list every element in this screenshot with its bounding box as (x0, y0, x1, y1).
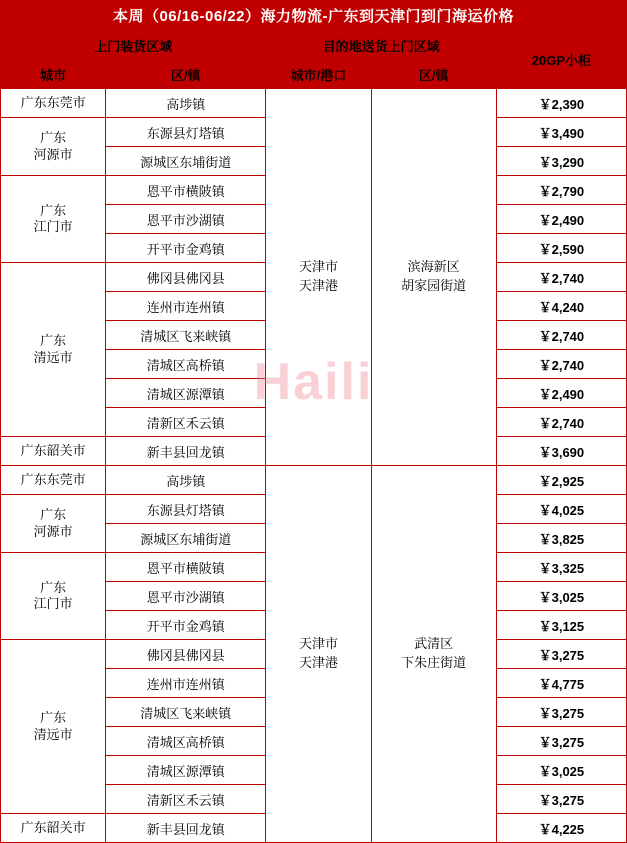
origin-city-cell (1, 495, 106, 553)
origin-town-cell: 佛冈县佛冈县 (106, 263, 266, 292)
price-cell: ￥3,275 (496, 698, 626, 727)
dest-town-line2: 胡家园街道 (401, 278, 467, 293)
origin-town-cell: 清新区禾云镇 (106, 785, 266, 814)
header-origin-city: 城市 (1, 60, 106, 89)
origin-town-cell: 源城区东埔街道 (106, 147, 266, 176)
origin-city-line2: 清远市 (33, 349, 73, 365)
price-table (0, 30, 627, 843)
price-cell: ￥2,925 (496, 466, 626, 495)
origin-town-cell: 清城区高桥镇 (106, 350, 266, 379)
origin-town-cell: 高埗镇 (106, 89, 266, 118)
origin-town-cell: 清新区禾云镇 (106, 408, 266, 437)
table-header-group-row (1, 31, 627, 60)
price-cell: ￥3,275 (496, 785, 626, 814)
origin-town-cell: 连州市连州镇 (106, 669, 266, 698)
header-group-origin: 上门装货区域 (1, 31, 266, 60)
watermark: Haili (253, 353, 374, 411)
price-cell: ￥3,290 (496, 147, 626, 176)
origin-town-cell: 恩平市横陂镇 (106, 176, 266, 205)
origin-town-cell: 恩平市横陂镇 (106, 553, 266, 582)
origin-city-line2: 河源市 (33, 523, 73, 539)
origin-city-line2: 江门市 (33, 219, 73, 234)
price-cell: ￥2,740 (496, 321, 626, 350)
origin-town-cell: 高埗镇 (106, 466, 266, 495)
origin-city-cell: 广东东莞市 (1, 466, 106, 495)
origin-town-cell: 开平市金鸡镇 (106, 611, 266, 640)
origin-city-cell (1, 640, 106, 814)
price-cell: ￥2,590 (496, 234, 626, 263)
price-cell: ￥2,740 (496, 408, 626, 437)
price-cell: ￥3,325 (496, 553, 626, 582)
origin-city-cell (1, 263, 106, 437)
price-cell: ￥3,825 (496, 524, 626, 553)
origin-town-cell: 清城区高桥镇 (106, 727, 266, 756)
origin-city-cell (1, 553, 106, 640)
price-cell: ￥3,490 (496, 118, 626, 147)
dest-city-line1: 天津市 (298, 636, 338, 652)
origin-town-cell: 新丰县回龙镇 (106, 437, 266, 466)
dest-town-line2: 下朱庄街道 (401, 655, 467, 670)
dest-city-cell (266, 89, 371, 466)
origin-city-cell: 广东东莞市 (1, 89, 106, 118)
origin-town-cell: 新丰县回龙镇 (106, 814, 266, 843)
origin-town-cell: 开平市金鸡镇 (106, 234, 266, 263)
price-cell: ￥4,775 (496, 669, 626, 698)
dest-city-line1: 天津市 (298, 259, 338, 275)
header-dest-city: 城市/港口 (266, 60, 371, 89)
origin-town-cell: 东源县灯塔镇 (106, 118, 266, 147)
origin-town-cell: 清城区飞来峡镇 (106, 321, 266, 350)
origin-town-cell: 佛冈县佛冈县 (106, 640, 266, 669)
price-cell: ￥4,025 (496, 495, 626, 524)
origin-city-line1: 广东 (40, 710, 67, 726)
origin-town-cell: 清城区源潭镇 (106, 379, 266, 408)
header-group-destination: 目的地送货上门区域 (266, 31, 496, 60)
dest-city-line2: 天津港 (298, 655, 338, 670)
origin-city-line2: 江门市 (33, 596, 73, 611)
origin-town-cell: 清城区源潭镇 (106, 756, 266, 785)
header-dest-town: 区/镇 (371, 60, 496, 89)
origin-city-cell: 广东韶关市 (1, 814, 106, 843)
origin-city-line1: 广东 (40, 333, 67, 349)
origin-town-cell: 源城区东埔街道 (106, 524, 266, 553)
price-cell: ￥3,275 (496, 640, 626, 669)
table-row (1, 89, 627, 118)
origin-city-cell (1, 118, 106, 176)
price-cell: ￥2,740 (496, 350, 626, 379)
origin-city-line1: 广东 (40, 579, 67, 595)
origin-city-line1: 广东 (40, 130, 67, 146)
price-cell: ￥4,240 (496, 292, 626, 321)
origin-city-line2: 清远市 (33, 726, 73, 742)
origin-town-cell: 清城区飞来峡镇 (106, 698, 266, 727)
table-header (1, 31, 627, 89)
price-cell: ￥2,790 (496, 176, 626, 205)
price-cell: ￥2,490 (496, 379, 626, 408)
dest-city-line2: 天津港 (298, 278, 338, 293)
origin-town-cell: 连州市连州镇 (106, 292, 266, 321)
origin-town-cell: 恩平市沙湖镇 (106, 205, 266, 234)
price-cell: ￥2,490 (496, 205, 626, 234)
origin-city-cell: 广东韶关市 (1, 437, 106, 466)
table-body (1, 89, 627, 843)
origin-city-line2: 河源市 (33, 146, 73, 162)
price-cell: ￥3,025 (496, 582, 626, 611)
page-title: 本周（06/16-06/22）海力物流-广东到天津门到门海运价格 (0, 0, 627, 30)
price-cell: ￥2,740 (496, 263, 626, 292)
price-cell: ￥3,275 (496, 727, 626, 756)
origin-city-line1: 广东 (40, 202, 67, 218)
table-row (1, 466, 627, 495)
price-cell: ￥3,125 (496, 611, 626, 640)
price-cell: ￥3,690 (496, 437, 626, 466)
header-origin-town: 区/镇 (106, 60, 266, 89)
header-price-20gp: 20GP小柜 (496, 31, 626, 89)
dest-town-cell (371, 89, 496, 466)
origin-city-cell (1, 176, 106, 263)
price-cell: ￥3,025 (496, 756, 626, 785)
price-cell: ￥2,390 (496, 89, 626, 118)
origin-town-cell: 东源县灯塔镇 (106, 495, 266, 524)
dest-town-cell (371, 466, 496, 843)
dest-city-cell (266, 466, 371, 843)
origin-town-cell: 恩平市沙湖镇 (106, 582, 266, 611)
dest-town-line1: 滨海新区 (407, 259, 460, 275)
price-cell: ￥4,225 (496, 814, 626, 843)
dest-town-line1: 武清区 (414, 636, 454, 652)
origin-city-line1: 广东 (40, 507, 67, 523)
